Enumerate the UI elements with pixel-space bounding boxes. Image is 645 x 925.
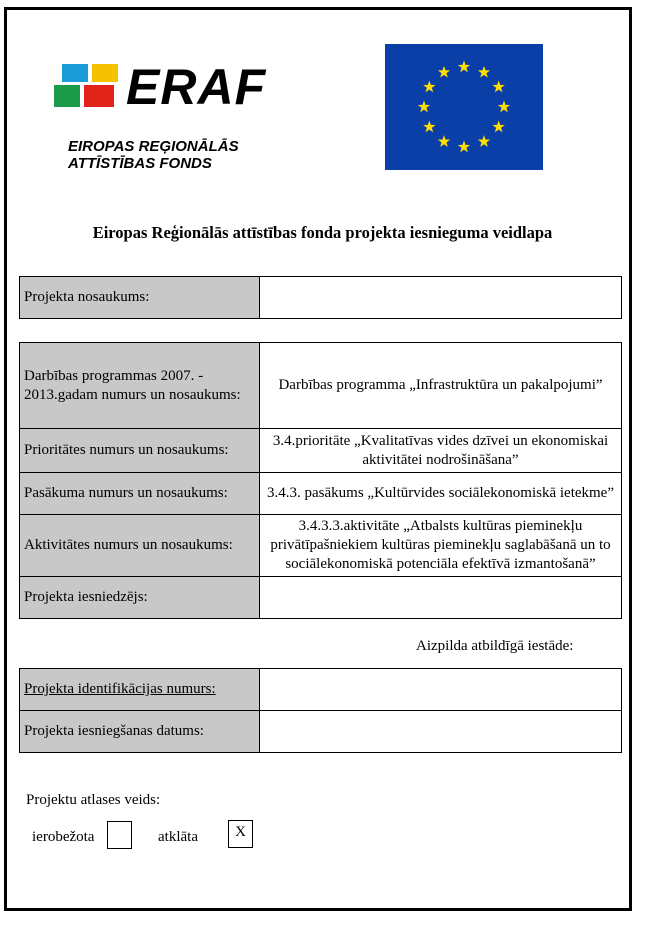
eraf-logo-subtitle-line2: ATTĪSTĪBAS FONDS — [68, 155, 212, 172]
eraf-logo-word: ERAF — [126, 59, 267, 115]
project-name-field[interactable] — [260, 277, 622, 319]
table-row — [20, 669, 622, 711]
eraf-logo-subtitle-line1: EIROPAS REĢIONĀLĀS — [68, 138, 239, 155]
measure-label: Pasākuma numurs un nosaukums: — [20, 473, 260, 515]
fill-note: Aizpilda atbildīgā iestāde: — [416, 638, 574, 654]
program-value: Darbības programma „Infrastruktūra un pakalpojumi” — [260, 343, 622, 429]
selection-type-label: Projektu atlases veids: — [26, 792, 161, 808]
applicant-field[interactable] — [260, 577, 622, 619]
project-id-label-text: Projekta identifikācijas numurs: — [24, 681, 216, 697]
table-row — [20, 277, 622, 319]
activity-label: Aktivitātes numurs un nosaukums: — [20, 515, 260, 577]
logo-square-blue — [62, 64, 88, 82]
document-title: Eiropas Reģionālās attīstības fonda projekta iesnieguma veidlapa — [92, 223, 553, 242]
project-id-label — [20, 669, 260, 711]
activity-value: 3.4.3.3.aktivitāte „Atbalsts kultūras pieminekļu privātīpašniekiem kultūras pieminekļu saglabāšanā un to sociālekonomiskā potenciāla efektīvā izmantošanā” — [260, 515, 622, 577]
table-row — [20, 473, 622, 515]
option-restricted-label: ierobežota — [32, 829, 95, 845]
eraf-logo-subtitle — [68, 138, 288, 172]
option-open-label: atklāta — [158, 829, 198, 845]
program-label: Darbības programmas 2007. - 2013.gadam numurs un nosaukums: — [20, 343, 260, 429]
priority-label: Prioritātes numurs un nosaukums: — [20, 429, 260, 473]
program-info-table — [19, 342, 622, 619]
logo-square-green — [54, 85, 80, 107]
table-row — [20, 711, 622, 753]
logo-square-red — [84, 85, 114, 107]
option-restricted-checkbox[interactable] — [107, 821, 132, 849]
eraf-logo-squares — [54, 64, 124, 110]
applicant-label: Projekta iesniedzējs: — [20, 577, 260, 619]
table-row — [20, 577, 622, 619]
project-name-label: Projekta nosaukums: — [20, 277, 260, 319]
table-row — [20, 343, 622, 429]
table-row — [20, 515, 622, 577]
priority-value: 3.4.prioritāte „Kvalitatīvas vides dzīvei un ekonomiskai aktivitātei nodrošināšana” — [260, 429, 622, 473]
logo-square-yellow — [92, 64, 118, 82]
project-id-field[interactable] — [260, 669, 622, 711]
measure-value: 3.4.3. pasākums „Kultūrvides sociālekonomiskā ietekme” — [260, 473, 622, 515]
table-row — [20, 429, 622, 473]
option-open-checkbox[interactable]: X — [228, 820, 253, 848]
submission-date-field[interactable] — [260, 711, 622, 753]
eu-flag — [385, 44, 543, 170]
project-name-table — [19, 276, 622, 319]
submission-date-label: Projekta iesniegšanas datums: — [20, 711, 260, 753]
authority-table — [19, 668, 622, 753]
